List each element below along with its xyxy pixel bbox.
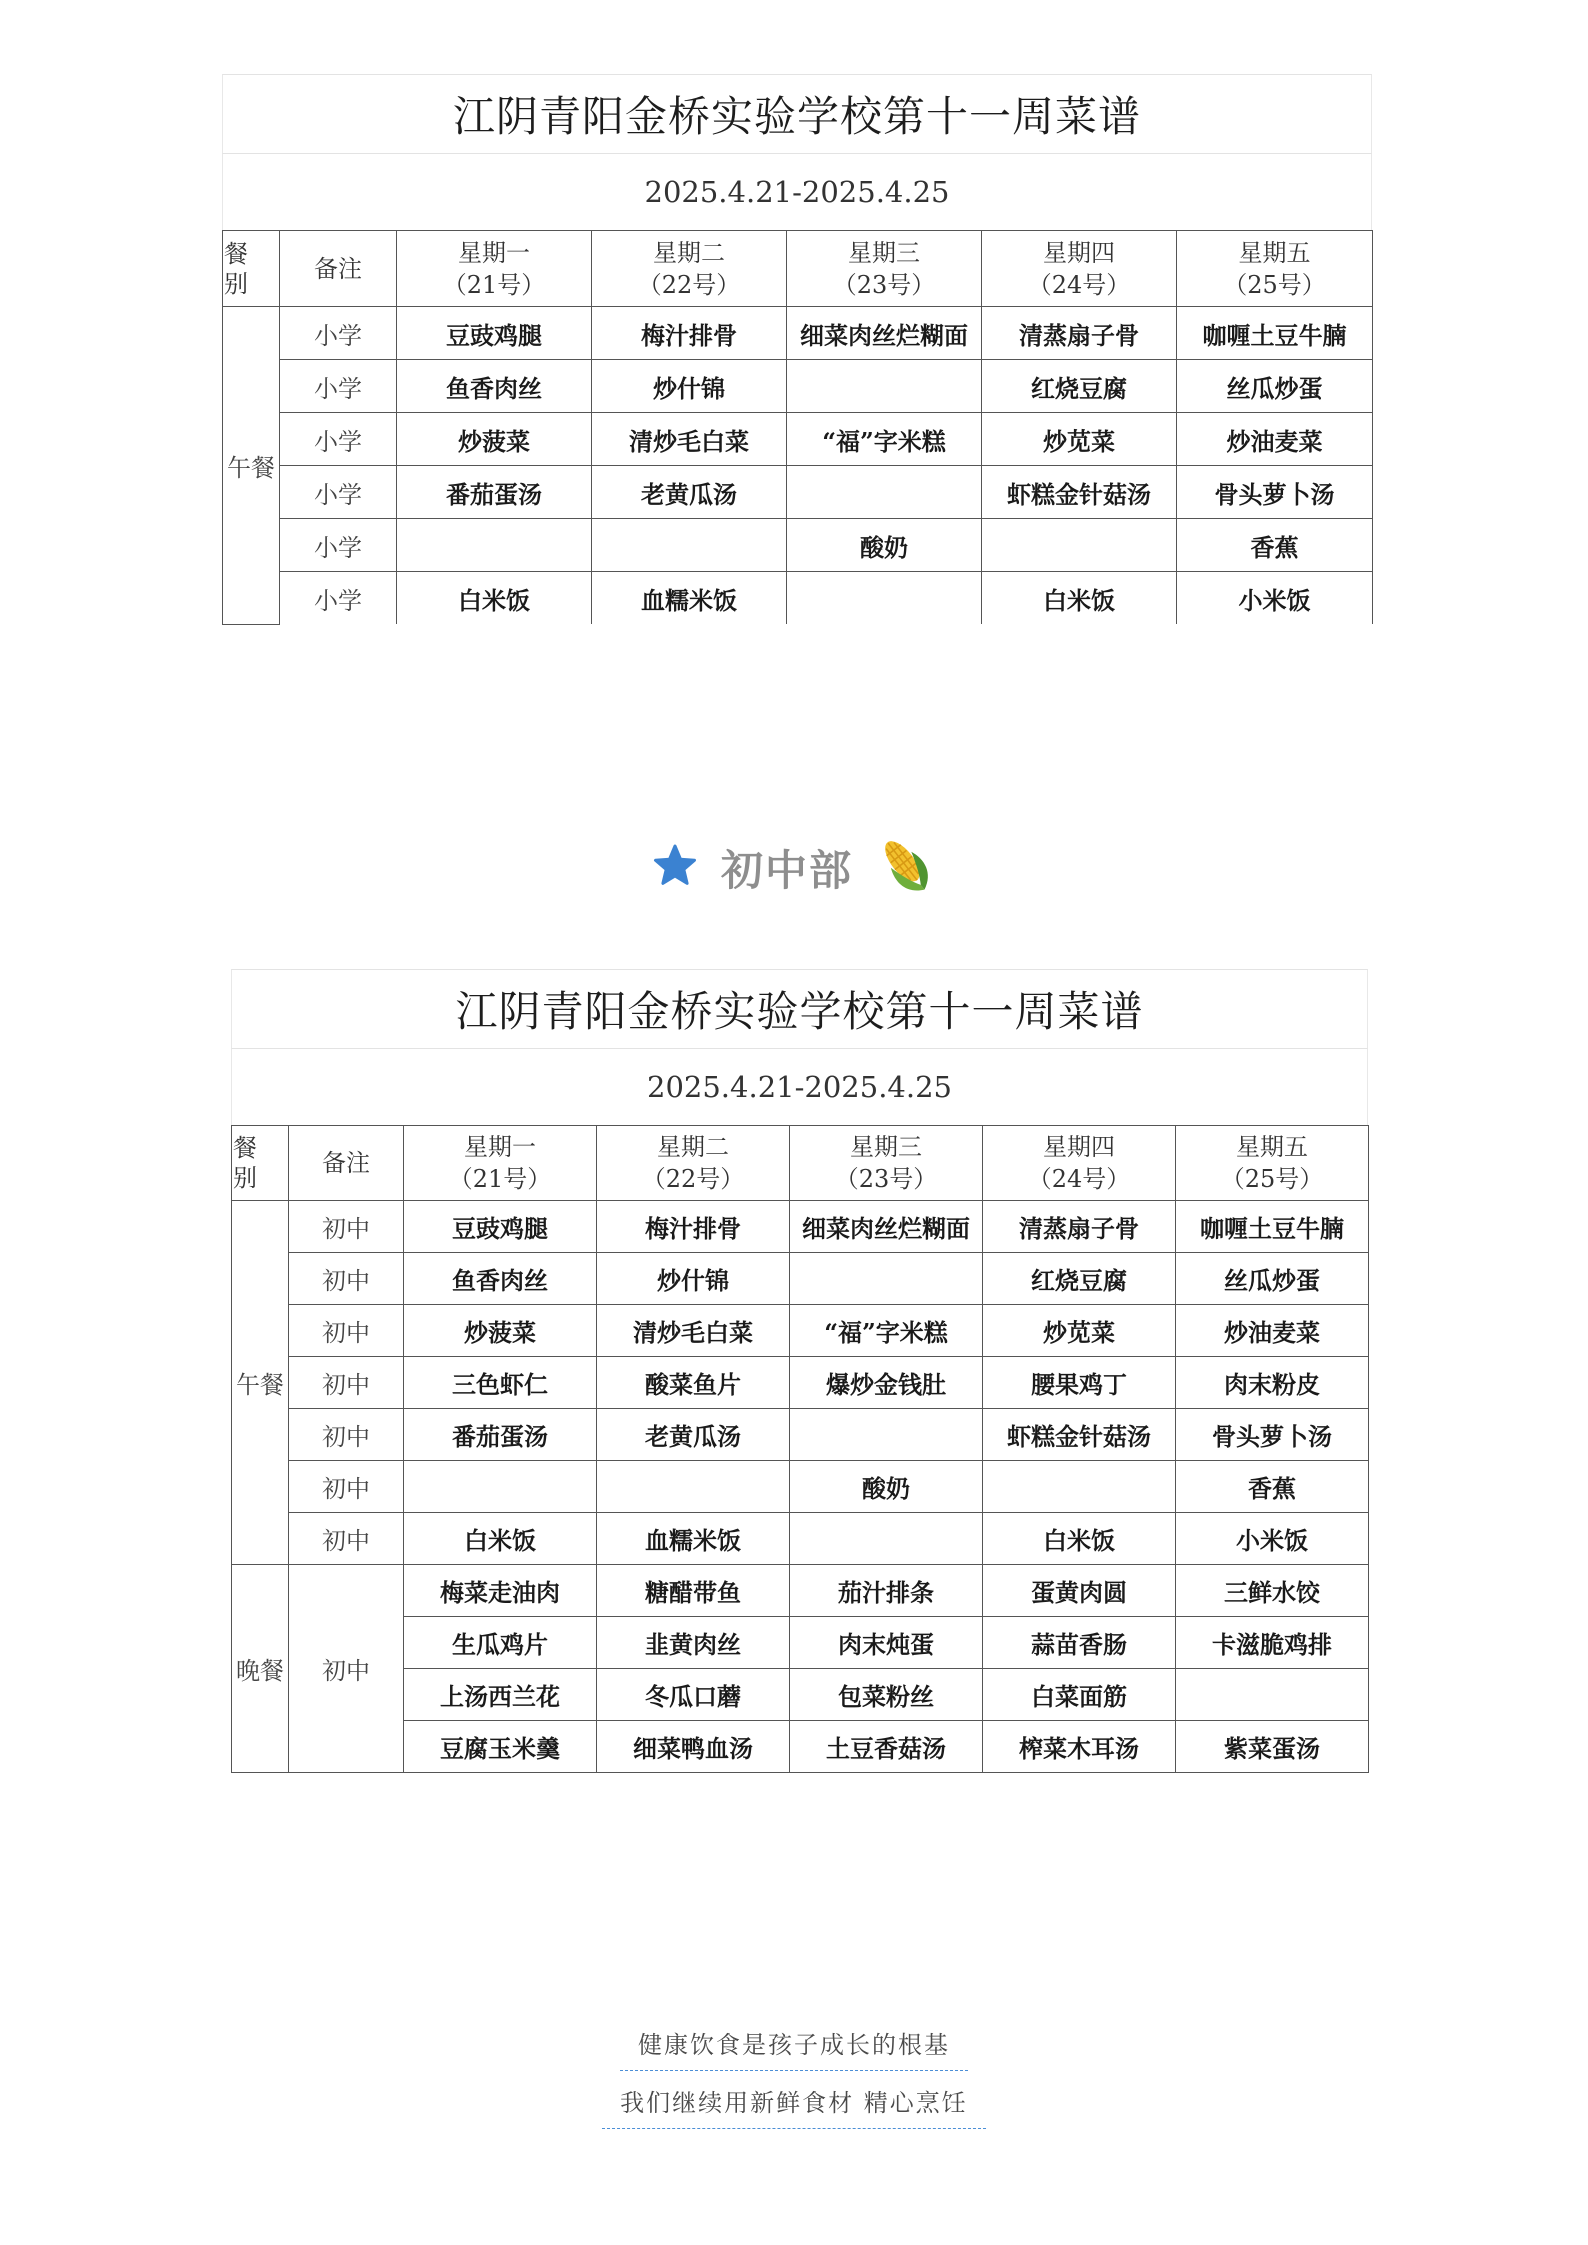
dish-cell	[787, 572, 982, 625]
table-row	[232, 1253, 1369, 1305]
dish-cell: 酸奶	[790, 1461, 983, 1513]
menu-table	[231, 1125, 1369, 1773]
dish-cell: 老黄瓜汤	[592, 466, 787, 519]
table-row	[223, 360, 1373, 413]
dish-cell: 包菜粉丝	[790, 1669, 983, 1721]
dish-cell: 蒜苗香肠	[983, 1617, 1176, 1669]
primary-menu-sheet	[222, 74, 1372, 625]
menu-table	[222, 230, 1373, 625]
menu-title: 江阴青阳金桥实验学校第十一周菜谱	[231, 969, 1368, 1048]
dish-cell: 爆炒金钱肚	[790, 1357, 983, 1409]
dish-cell: 糖醋带鱼	[597, 1565, 790, 1617]
footer-text: 健康饮食是孩子成长的根基	[620, 2025, 968, 2071]
dish-cell: 炒油麦菜	[1176, 1305, 1369, 1357]
dish-cell: 生瓜鸡片	[404, 1617, 597, 1669]
row-note: 初中	[289, 1461, 404, 1513]
dish-cell: 炒油麦菜	[1177, 413, 1373, 466]
table-row	[223, 466, 1373, 519]
row-note: 初中	[289, 1565, 404, 1773]
dish-cell: 细菜肉丝烂糊面	[790, 1201, 983, 1253]
table-row	[232, 1201, 1369, 1253]
dish-cell: 紫菜蛋汤	[1176, 1721, 1369, 1773]
day-header: 星期四 （24号）	[983, 1126, 1176, 1201]
row-note: 初中	[289, 1253, 404, 1305]
footer-line-1	[0, 2025, 1588, 2071]
dish-cell: 鱼香肉丝	[397, 360, 592, 413]
day-header: 星期三 （23号）	[787, 231, 982, 307]
day-header: 星期一 （21号）	[397, 231, 592, 307]
dish-cell: 上汤西兰花	[404, 1669, 597, 1721]
footer-line-2	[0, 2083, 1588, 2129]
day-header: 星期四 （24号）	[982, 231, 1177, 307]
day-header: 星期五 （25号）	[1176, 1126, 1369, 1201]
dish-cell: 蛋黄肉圆	[983, 1565, 1176, 1617]
table-row	[223, 307, 1373, 360]
table-header-row	[223, 231, 1373, 307]
dish-cell: 白米饭	[404, 1513, 597, 1565]
dish-cell	[397, 519, 592, 572]
dish-cell: 白米饭	[397, 572, 592, 625]
meal-type-header: 餐别	[223, 231, 280, 307]
dish-cell: 炒什锦	[597, 1253, 790, 1305]
day-header: 星期五 （25号）	[1177, 231, 1373, 307]
note-header: 备注	[289, 1126, 404, 1201]
dish-cell: 肉末粉皮	[1176, 1357, 1369, 1409]
dish-cell	[592, 519, 787, 572]
dish-cell: 咖喱土豆牛腩	[1176, 1201, 1369, 1253]
row-note: 初中	[289, 1357, 404, 1409]
dish-cell: “福”字米糕	[787, 413, 982, 466]
row-note: 小学	[280, 519, 397, 572]
dish-cell: 三色虾仁	[404, 1357, 597, 1409]
day-header: 星期二 （22号）	[592, 231, 787, 307]
menu-title: 江阴青阳金桥实验学校第十一周菜谱	[222, 74, 1372, 153]
dish-cell: 炒苋菜	[982, 413, 1177, 466]
day-header: 星期三 （23号）	[790, 1126, 983, 1201]
dish-cell	[787, 360, 982, 413]
dish-cell: 清炒毛白菜	[592, 413, 787, 466]
dish-cell: 清蒸扇子骨	[982, 307, 1177, 360]
meal-label-dinner: 晚餐	[232, 1565, 289, 1773]
row-note: 初中	[289, 1409, 404, 1461]
dish-cell: 豆腐玉米羹	[404, 1721, 597, 1773]
star-icon	[651, 842, 699, 894]
table-row	[223, 519, 1373, 572]
dish-cell: 丝瓜炒蛋	[1177, 360, 1373, 413]
dish-cell	[1176, 1669, 1369, 1721]
row-note: 小学	[280, 307, 397, 360]
dish-cell: 豆豉鸡腿	[397, 307, 592, 360]
dish-cell: 小米饭	[1177, 572, 1373, 625]
dish-cell: 红烧豆腐	[982, 360, 1177, 413]
dish-cell: 肉末炖蛋	[790, 1617, 983, 1669]
dish-cell: 老黄瓜汤	[597, 1409, 790, 1461]
note-header: 备注	[280, 231, 397, 307]
dish-cell	[597, 1461, 790, 1513]
meal-label-lunch: 午餐	[223, 307, 280, 625]
footer-text: 我们继续用新鲜食材 精心烹饪	[602, 2083, 986, 2129]
dish-cell: 韭黄肉丝	[597, 1617, 790, 1669]
dish-cell: 咖喱土豆牛腩	[1177, 307, 1373, 360]
dish-cell: “福”字米糕	[790, 1305, 983, 1357]
dish-cell	[787, 466, 982, 519]
middle-menu-sheet	[231, 969, 1368, 1773]
dish-cell: 清蒸扇子骨	[983, 1201, 1176, 1253]
table-row	[232, 1409, 1369, 1461]
section-heading	[0, 832, 1588, 904]
dish-cell: 白菜面筋	[983, 1669, 1176, 1721]
dish-cell: 梅汁排骨	[597, 1201, 790, 1253]
dish-cell	[790, 1253, 983, 1305]
meal-label-lunch: 午餐	[232, 1201, 289, 1565]
row-note: 初中	[289, 1305, 404, 1357]
meal-type-header: 餐别	[232, 1126, 289, 1201]
dish-cell: 细菜肉丝烂糊面	[787, 307, 982, 360]
dish-cell: 虾糕金针菇汤	[983, 1409, 1176, 1461]
row-note: 小学	[280, 466, 397, 519]
dish-cell: 茄汁排条	[790, 1565, 983, 1617]
table-row	[232, 1565, 1369, 1617]
dish-cell: 豆豉鸡腿	[404, 1201, 597, 1253]
dish-cell: 冬瓜口蘑	[597, 1669, 790, 1721]
dish-cell: 小米饭	[1176, 1513, 1369, 1565]
table-row	[223, 572, 1373, 625]
table-header-row	[232, 1126, 1369, 1201]
day-header: 星期一 （21号）	[404, 1126, 597, 1201]
dish-cell: 酸奶	[787, 519, 982, 572]
menu-date-range: 2025.4.21-2025.4.25	[222, 153, 1372, 230]
dish-cell: 卡滋脆鸡排	[1176, 1617, 1369, 1669]
dish-cell: 骨头萝卜汤	[1176, 1409, 1369, 1461]
table-row	[223, 413, 1373, 466]
row-note: 小学	[280, 360, 397, 413]
dish-cell	[982, 519, 1177, 572]
dish-cell: 香蕉	[1177, 519, 1373, 572]
row-note: 初中	[289, 1513, 404, 1565]
dish-cell: 酸菜鱼片	[597, 1357, 790, 1409]
dish-cell: 骨头萝卜汤	[1177, 466, 1373, 519]
dish-cell	[983, 1461, 1176, 1513]
row-note: 初中	[289, 1201, 404, 1253]
dish-cell: 鱼香肉丝	[404, 1253, 597, 1305]
table-row	[232, 1513, 1369, 1565]
dish-cell: 炒菠菜	[404, 1305, 597, 1357]
dish-cell: 细菜鸭血汤	[597, 1721, 790, 1773]
row-note: 小学	[280, 413, 397, 466]
dish-cell: 土豆香菇汤	[790, 1721, 983, 1773]
dish-cell: 番茄蛋汤	[397, 466, 592, 519]
dish-cell: 腰果鸡丁	[983, 1357, 1176, 1409]
dish-cell: 清炒毛白菜	[597, 1305, 790, 1357]
dish-cell: 香蕉	[1176, 1461, 1369, 1513]
row-note: 小学	[280, 572, 397, 625]
dish-cell: 梅菜走油肉	[404, 1565, 597, 1617]
menu-date-range: 2025.4.21-2025.4.25	[231, 1048, 1368, 1125]
table-row	[232, 1305, 1369, 1357]
dish-cell: 丝瓜炒蛋	[1176, 1253, 1369, 1305]
dish-cell: 白米饭	[983, 1513, 1176, 1565]
dish-cell: 三鲜水饺	[1176, 1565, 1369, 1617]
table-row	[232, 1357, 1369, 1409]
dish-cell: 番茄蛋汤	[404, 1409, 597, 1461]
section-label: 初中部	[720, 846, 853, 895]
corn-icon	[875, 832, 937, 904]
dish-cell	[790, 1513, 983, 1565]
dish-cell: 炒苋菜	[983, 1305, 1176, 1357]
dish-cell: 炒什锦	[592, 360, 787, 413]
dish-cell: 血糯米饭	[597, 1513, 790, 1565]
dish-cell: 梅汁排骨	[592, 307, 787, 360]
dish-cell	[790, 1409, 983, 1461]
dish-cell: 红烧豆腐	[983, 1253, 1176, 1305]
dish-cell: 炒菠菜	[397, 413, 592, 466]
dish-cell: 血糯米饭	[592, 572, 787, 625]
dish-cell: 白米饭	[982, 572, 1177, 625]
table-row	[232, 1461, 1369, 1513]
dish-cell	[404, 1461, 597, 1513]
dish-cell: 榨菜木耳汤	[983, 1721, 1176, 1773]
dish-cell: 虾糕金针菇汤	[982, 466, 1177, 519]
day-header: 星期二 （22号）	[597, 1126, 790, 1201]
